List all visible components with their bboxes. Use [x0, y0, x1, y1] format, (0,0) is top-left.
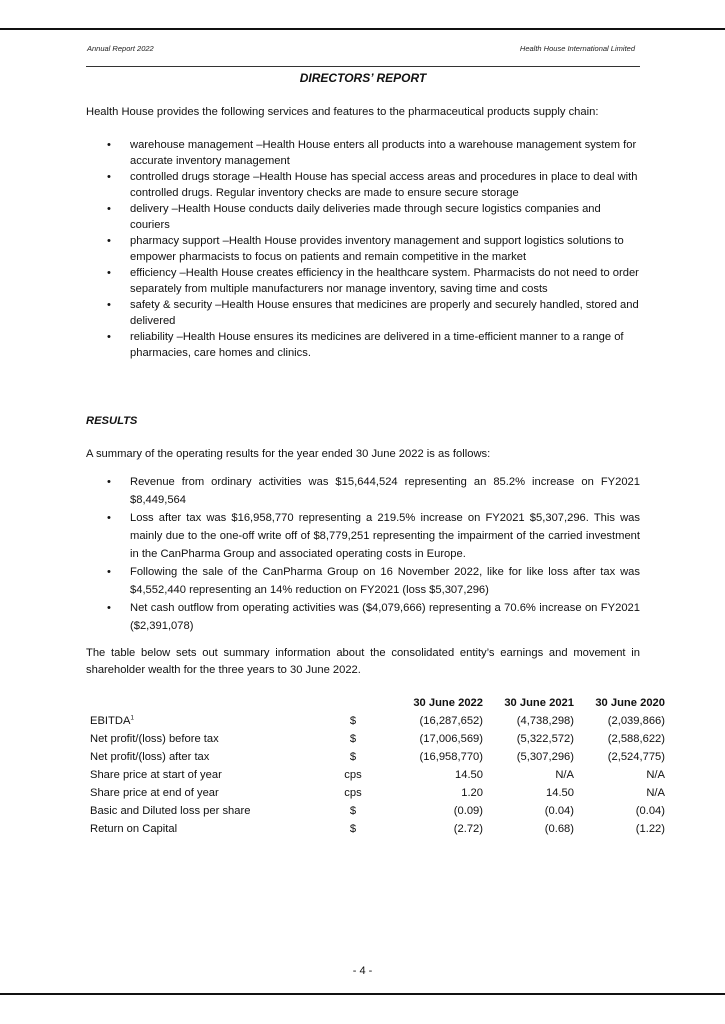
row-value: (2,588,622) — [607, 733, 665, 745]
list-item: • Net cash outflow from operating activities was ($4,079,666) representing a 70.6% increase on FY2021 ($2,391,078) — [105, 599, 640, 635]
row-value: (2,039,866) — [607, 715, 665, 727]
row-value: (2,524,775) — [607, 751, 665, 763]
table-intro — [86, 645, 640, 679]
row-label: Basic and Diluted loss per share — [90, 805, 251, 817]
footnote-marker: 1 — [130, 714, 135, 722]
table-row — [90, 766, 665, 784]
table-row — [90, 748, 665, 766]
page-title: DIRECTORS’ REPORT — [299, 71, 427, 85]
row-label: Net profit/(loss) before tax — [90, 733, 219, 745]
column-header-blank — [90, 694, 314, 712]
table-row — [90, 712, 665, 730]
row-unit: cps — [344, 769, 362, 781]
row-unit: $ — [349, 805, 357, 817]
row-value: (16,958,770) — [419, 751, 483, 763]
list-item: • pharmacy support –Health House provides inventory management and support logistics solutions to empower pharmacists to focus on patients and remain competitive in the market — [105, 233, 640, 265]
intro-text: Health House provides the following services and features to the pharmaceutical products supply chain: — [86, 106, 599, 118]
row-value: (2.72) — [453, 823, 483, 835]
row-value: (5,322,572) — [516, 733, 574, 745]
row-value: N/A — [646, 787, 665, 799]
list-item: • Revenue from ordinary activities was $15,644,524 representing an 85.2% increase on FY2021 $8,449,564 — [105, 473, 640, 509]
row-label: Share price at end of year — [90, 787, 219, 799]
header-divider — [86, 66, 640, 67]
row-value: N/A — [555, 769, 574, 781]
list-item: • Loss after tax was $16,958,770 representing a 219.5% increase on FY2021 $5,307,296. This was mainly due to the one-off write off of $8,779,251 representing the impairment of the carried investment in the CanPharma Group and associated operating costs in Europe. — [105, 509, 640, 563]
row-value: (0.68) — [544, 823, 574, 835]
list-item: • delivery –Health House conducts daily deliveries made through secure logistics companies and couriers — [105, 201, 640, 233]
results-summary — [86, 446, 640, 462]
row-value: (0.09) — [453, 805, 483, 817]
results-summary-text: A summary of the operating results for the year ended 30 June 2022 is as follows: — [86, 448, 491, 460]
header-report-year: Annual Report 2022 — [87, 44, 154, 53]
list-item: • efficiency –Health House creates efficiency in the healthcare system. Pharmacists do not need to order separately from multiple manufacturers nor manage inventory, saving time and costs — [105, 265, 640, 297]
table-row — [90, 784, 665, 802]
row-value: (17,006,569) — [419, 733, 483, 745]
row-value: 1.20 — [461, 787, 483, 799]
header-company-name: Health House International Limited — [519, 44, 635, 53]
row-label: Net profit/(loss) after tax — [90, 751, 210, 763]
row-value: (16,287,652) — [419, 715, 483, 727]
row-label: Share price at start of year — [90, 769, 222, 781]
row-unit: $ — [349, 823, 357, 835]
row-unit: $ — [349, 751, 357, 763]
list-item: • warehouse management –Health House enters all products into a warehouse management system for accurate inventory management — [105, 137, 640, 169]
intro-paragraph — [86, 104, 640, 120]
bottom-border — [0, 993, 725, 995]
table-row — [90, 820, 665, 838]
row-value: (5,307,296) — [516, 751, 574, 763]
row-value: (0.04) — [544, 805, 574, 817]
column-header: 30 June 2022 — [413, 697, 483, 709]
row-unit: cps — [344, 787, 362, 799]
table-header-row — [90, 694, 665, 712]
top-border — [0, 28, 725, 30]
row-label: Return on Capital — [90, 823, 178, 835]
table-intro-text: The table below sets out summary information about the consolidated entity’s earnings and movement in shareholder wealth for the three years to 30 June 2022. — [86, 647, 640, 676]
row-label — [90, 712, 314, 730]
results-list — [105, 473, 640, 635]
list-item: • safety & security –Health House ensures that medicines are properly and securely handled, stored and delivered — [105, 297, 640, 329]
list-item: • reliability –Health House ensures its medicines are delivered in a time-efficient manner to a range of pharmacies, care homes and clinics. — [105, 329, 640, 361]
column-header-blank — [314, 694, 392, 712]
row-value: 14.50 — [546, 787, 574, 799]
results-heading: RESULTS — [86, 415, 138, 427]
column-header: 30 June 2021 — [504, 697, 574, 709]
page-number: - 4 - — [352, 965, 373, 977]
column-header: 30 June 2020 — [595, 697, 665, 709]
financial-summary-table — [90, 694, 665, 838]
list-item: • Following the sale of the CanPharma Group on 16 November 2022, like for like loss after tax was $4,552,440 representing an 14% reduction on FY2021 (loss $5,307,296) — [105, 563, 640, 599]
row-unit: $ — [349, 715, 357, 727]
row-value: (4,738,298) — [516, 715, 574, 727]
row-label-text: EBITDA — [90, 715, 131, 727]
table-row — [90, 802, 665, 820]
row-value: (1.22) — [635, 823, 665, 835]
table-row — [90, 730, 665, 748]
row-value: N/A — [646, 769, 665, 781]
services-list — [105, 137, 640, 361]
row-value: (0.04) — [635, 805, 665, 817]
row-unit: $ — [349, 733, 357, 745]
list-item: • controlled drugs storage –Health House has special access areas and procedures in place to deal with controlled drugs. Regular inventory checks are made to ensure secure storage — [105, 169, 640, 201]
row-value: 14.50 — [455, 769, 483, 781]
